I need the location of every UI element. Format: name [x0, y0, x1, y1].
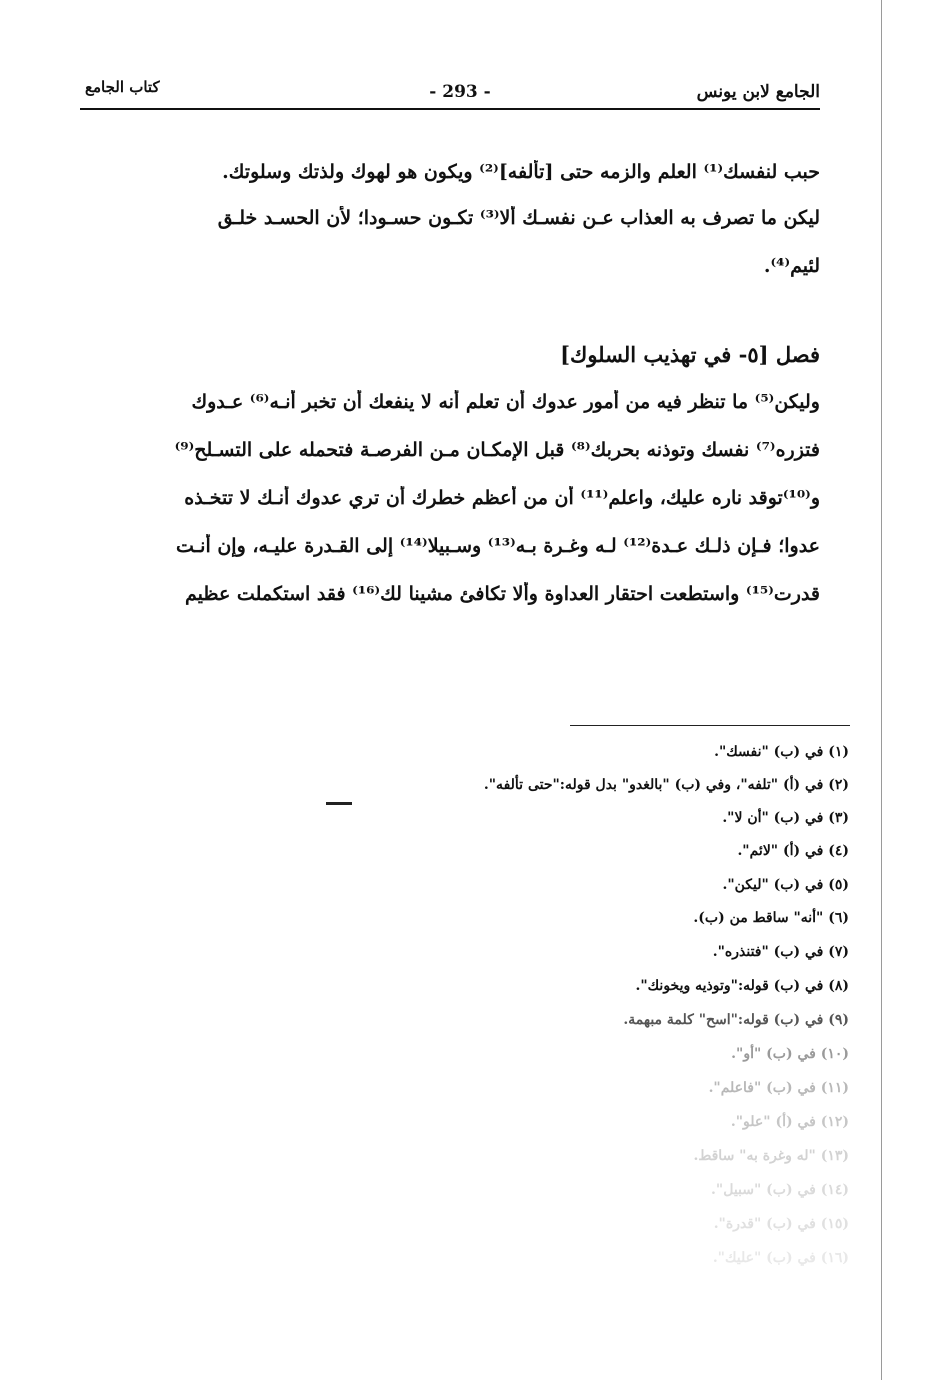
section-title: فصل [٥- في تهذيب السلوك]: [560, 342, 820, 367]
footnote-separator: [570, 725, 850, 726]
footnote: (٨) في (ب) قوله:"وتوذيه ويخونك".: [635, 978, 849, 994]
page-number: - 293 -: [429, 82, 491, 102]
header-chapter-title: كتاب الجامع: [85, 78, 160, 96]
paragraph-2-line: وليكن⁽⁵⁾ ما تنظر فيه من أمور عدوك أن تعلم أنه لا ينفعك أن تخبر أنـه⁽⁶⁾ عـدوك: [191, 391, 820, 413]
page-edge-line: [881, 0, 882, 1380]
footnote: (١٣) "له وغرة به" ساقط.: [693, 1148, 849, 1164]
footnote: (١٢) في (أ) "علو".: [730, 1114, 849, 1130]
footnote: (١) في (ب) "نفسك".: [714, 744, 849, 760]
footnote: (١٦) في (ب) "عليك".: [712, 1250, 849, 1266]
footnote: (٤) في (أ) "لائم".: [737, 843, 849, 859]
header-rule: [80, 108, 820, 110]
running-header: [80, 78, 820, 112]
paragraph-1-line: ليكن ما تصرف به العذاب عـن نفسـك ألا⁽³⁾ تكـون حسـودا؛ لأن الحسـد خلـق: [217, 207, 820, 229]
footnote: (٩) في (ب) قوله:"اسح" كلمة مبهمة.: [623, 1012, 849, 1028]
paragraph-1-line: لئيم⁽⁴⁾.: [763, 255, 820, 277]
footnote: (٦) "أنه" ساقط من (ب).: [693, 910, 849, 926]
section-heading-block: [80, 342, 820, 372]
paragraph-1-line: حبب لنفسك⁽¹⁾ العلم والزمه حتى [تألفه]⁽²⁾ ويكون هو لهوك ولذتك وسلوتك.: [222, 161, 820, 183]
footnote: (٥) في (ب) "ليكن".: [722, 877, 849, 893]
footnote: (٣) في (ب) "أن لا".: [722, 810, 849, 826]
footnote: (٢) في (أ) "تلفه"، وفي (ب) "بالغدو" بدل قوله:"حتى تألفه".: [483, 777, 849, 793]
stray-mark: [326, 802, 352, 805]
footnote: (١١) في (ب) "فاعلم".: [708, 1080, 849, 1096]
footnote: (١٠) في (ب) "أو".: [731, 1046, 849, 1062]
paragraph-2-line: و⁽¹⁰⁾توقد ناره عليك، واعلم⁽¹¹⁾ أن من أعظم خطرك أن تري عدوك أنـك لا تتخـذه: [184, 487, 820, 509]
footnote: (١٤) في (ب) "سبيل".: [711, 1182, 849, 1198]
paragraph-2-line: قدرت⁽¹⁵⁾ واستطعت احتقار العداوة وألا تكافئ مشينا لك⁽¹⁶⁾ فقد استكملت عظيم: [185, 583, 820, 605]
paragraph-2-line: عدوا؛ فـإن ذلـك عـدة⁽¹²⁾ لـه وغـرة بـه⁽¹³⁾ وسـبيلا⁽¹⁴⁾ إلى القـدرة عليـه، وإن أنـت: [175, 535, 820, 557]
footnote: (١٥) في (ب) "قدرة".: [713, 1216, 849, 1232]
footnote: (٧) في (ب) "فتنذره".: [712, 944, 849, 960]
paragraph-2-line: فتزره⁽⁷⁾ نفسك وتوذنه بحربك⁽⁸⁾ قبل الإمكـان مـن الفرصـة فتحمله على التسـلح⁽⁹⁾: [174, 439, 820, 461]
header-book-title: الجامع لابن يونس: [696, 82, 820, 102]
